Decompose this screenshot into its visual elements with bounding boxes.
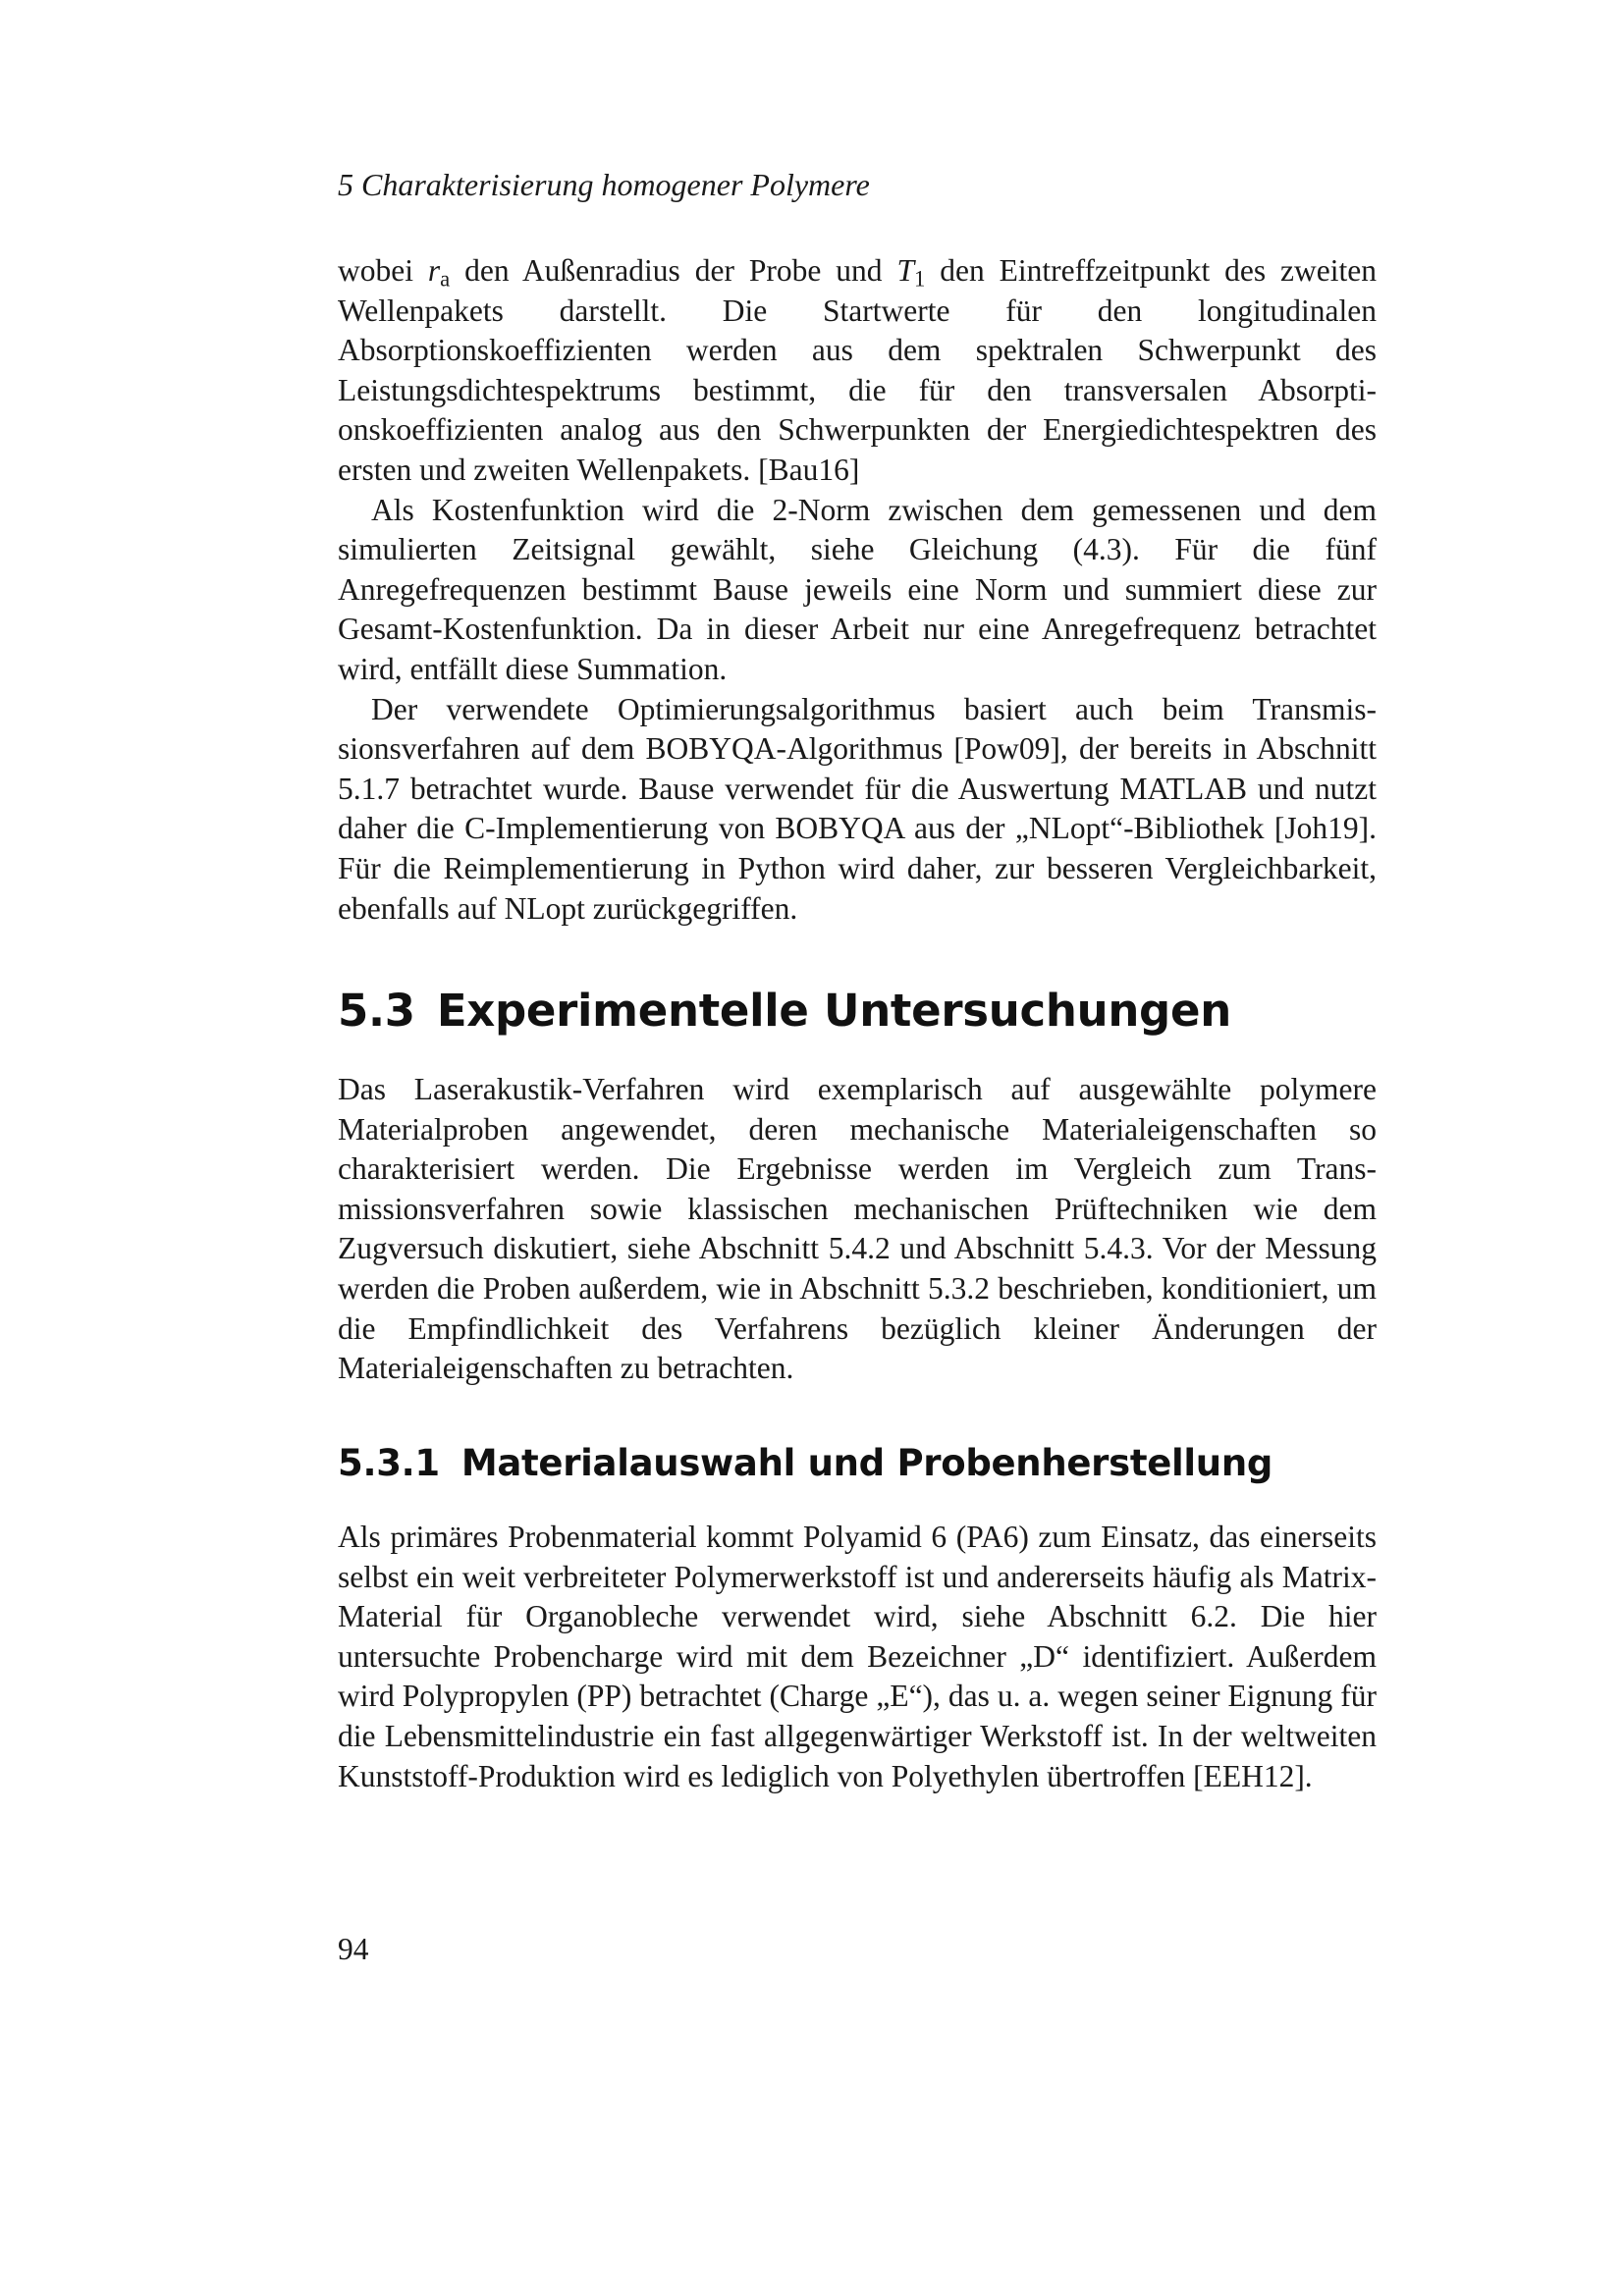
- math-symbol-t-base: T: [896, 253, 914, 288]
- section-title: Experimentelle Untersuchungen: [436, 985, 1231, 1037]
- math-symbol-t1: [896, 253, 926, 292]
- subsection-title: Materialauswahl und Probenherstellung: [460, 1442, 1273, 1484]
- math-symbol-r-base: r: [427, 253, 441, 288]
- text-block-section-5-3: [338, 1070, 1377, 1389]
- paragraph-cost-function: Als Kostenfunktion wird die 2-Norm zwischen dem gemessenen und dem simulierten Zeitsignal gewählt, siehe Gleichung (4.3). Für die fünf Anregefrequenzen bestimmt Bause jeweils eine Norm und summiert diese zur Gesamt-Kostenfunktion. Da in dieser Arbeit nur eine Anregefrequenz betrachtet wird, entfällt diese Summation.: [338, 492, 1377, 686]
- subsection-heading-5-3-1: [338, 1439, 1377, 1488]
- text-block-section-5-3-1: [338, 1518, 1377, 1796]
- paragraph-material-selection: Als primäres Probenmaterial kommt Polyamid 6 (PA6) zum Einsatz, das einerseits selbst ein weit verbreiteter Polymerwerkstoff ist und andererseits häufig als Matrix-Material für Organobleche verwendet wird, siehe Abschnitt 6.2. Die hier untersuchte Probencharge wird mit dem Bezeichner „D“ identifiziert. Außerdem wird Polypropylen (PP) betrachtet (Charge „E“), das u. a. wegen seiner Eignung für die Lebensmittelindustrie ein fast allgegenwärtiger Werkstoff ist. In der weltweiten Kunststoff-Produktion wird es lediglich von Polyethylen übertroffen [EEH12].: [338, 1520, 1377, 1793]
- text-run: den Eintreffzeitpunkt des zweiten Wellenpakets darstellt. Die Startwerte für den longitudinalen Absorptionskoeffizienten werden aus dem spektralen Schwerpunkt des Leistungsdichtespektrums bestimmt, die für den transversalen Absorptionskoeffizienten analog aus den Schwerpunkten der Energiedichtespektren des ersten und zweiten Wellenpakets. [Bau16]: [338, 253, 1377, 487]
- running-header: 5 Charakterisierung homogener Polymere: [338, 167, 870, 202]
- page-number: 94: [338, 1932, 369, 1966]
- text-run: wobei: [338, 253, 428, 288]
- paragraph-absorption-start-values: [338, 251, 1377, 491]
- math-symbol-r: [427, 253, 451, 292]
- math-subscript-a: a: [440, 266, 451, 292]
- math-subscript-1: 1: [913, 266, 926, 292]
- subsection-number: 5.3.1: [338, 1442, 440, 1484]
- text-run: den Außenradius der Probe und: [450, 253, 897, 288]
- section-heading-5-3: [338, 982, 1377, 1041]
- paragraph-optimization-algorithm: Der verwendete Optimierungsalgorithmus basiert auch beim Transmissionsverfahren auf dem BOBYQA-Algorithmus [Pow09], der bereits in Abschnitt 5.1.7 betrachtet wurde. Bause verwendet für die Auswertung MATLAB und nutzt daher die C-Implementierung von BOBYQA aus der „NLopt“-Bibliothek [Joh19]. Für die Reimplementierung in Python wird daher, zur besseren Vergleichbarkeit, ebenfalls auf NLopt zurückgegriffen.: [338, 691, 1377, 926]
- paragraph-laser-acoustics-intro: Das Laserakustik-Verfahren wird exemplarisch auf ausgewählte polymere Materialproben angewendet, deren mechanische Materialeigenschaften so charakterisiert werden. Die Ergebnisse werden im Vergleich zum Transmissionsverfahren sowie klassischen mechanischen Prüftechniken wie dem Zugversuch diskutiert, siehe Abschnitt 5.4.2 und Abschnitt 5.4.3. Vor der Messung werden die Proben außerdem, wie in Abschnitt 5.3.2 beschrieben, konditioniert, um die Empfindlichkeit des Verfahrens bezüglich kleiner Änderungen der Materialeigenschaften zu betrachten.: [338, 1072, 1377, 1386]
- text-block-continuation: [338, 251, 1377, 929]
- section-number: 5.3: [338, 985, 415, 1037]
